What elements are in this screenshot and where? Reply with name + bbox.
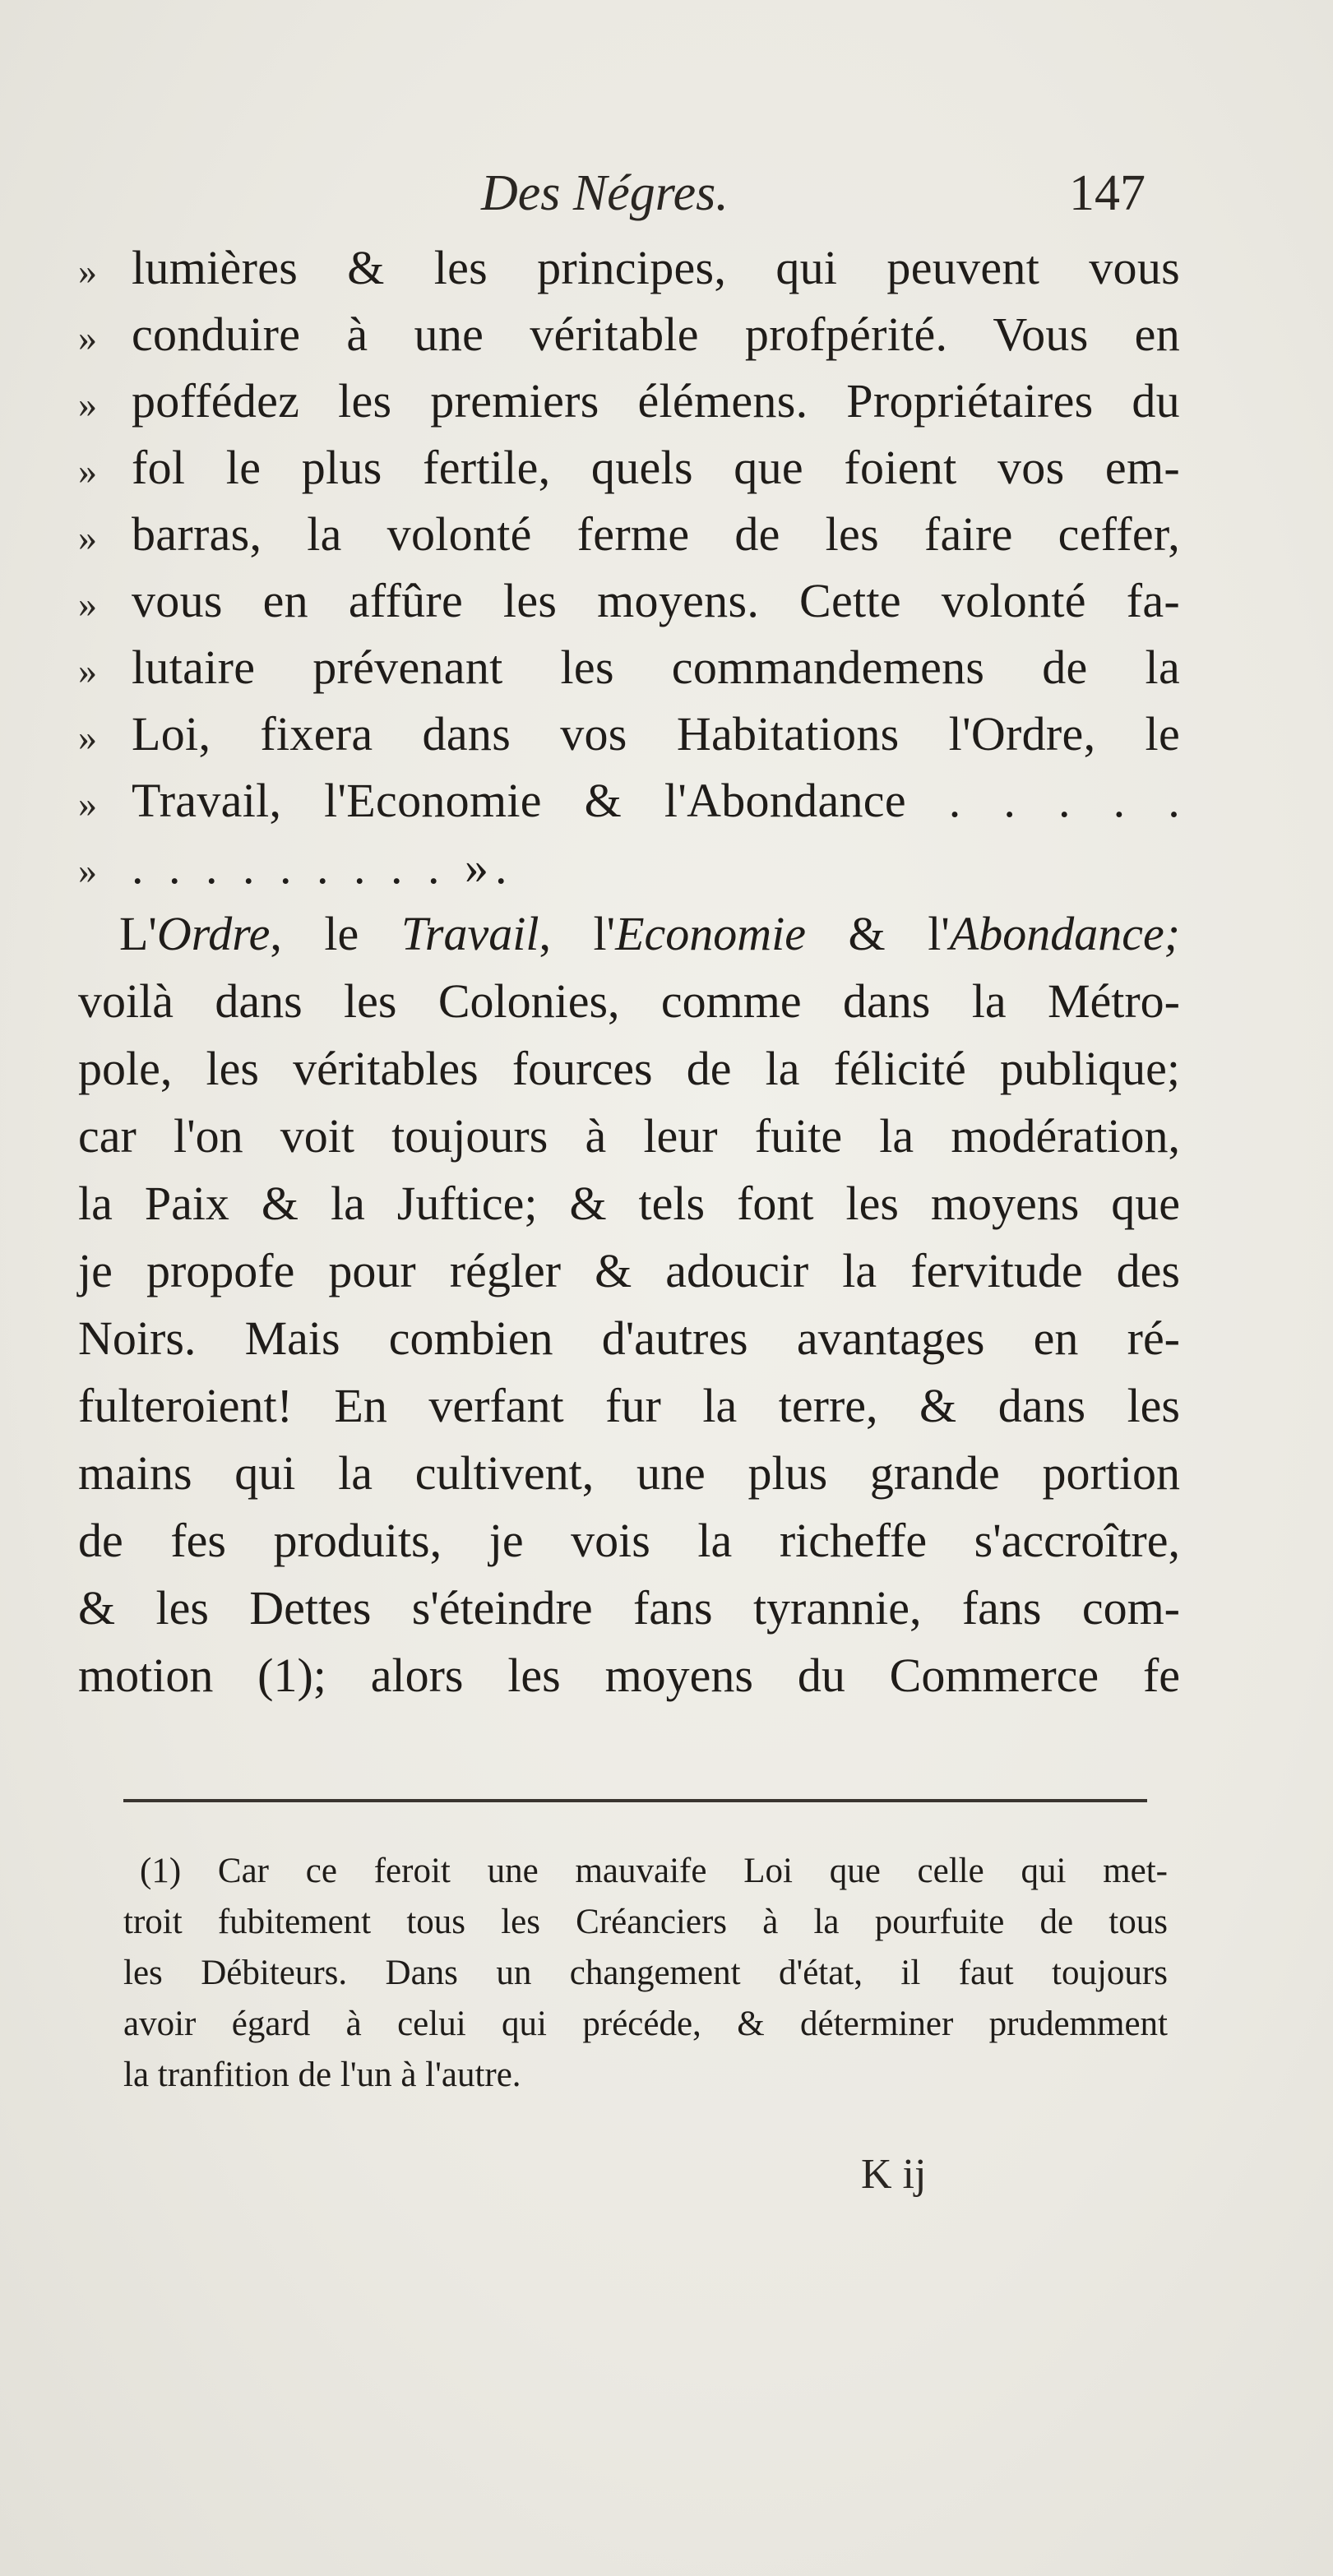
quote-mark: » [78, 849, 97, 891]
page-number: 147 [1069, 165, 1146, 221]
quote-line [78, 567, 1180, 634]
italic-term-economie: Economie [615, 907, 806, 960]
quote-mark: » [78, 450, 97, 492]
quote-mark: » [78, 583, 97, 625]
text-run: , le [270, 907, 401, 960]
quote-text: poffédez les premiers élémens. Propriétaires du [132, 374, 1180, 428]
paragraph-line [78, 900, 1180, 968]
footnote-line: la tranfition de l'un à l'autre. [123, 2056, 521, 2094]
paragraph-line: la Paix & la Juftice; & tels font les moyens que [78, 1177, 1180, 1230]
italic-term-travail: Travail [400, 907, 539, 960]
quote-text: Loi, fixera dans vos Habitations l'Ordre, le [132, 707, 1180, 761]
paragraph-line: Noirs. Mais combien d'autres avantages en ré- [78, 1311, 1180, 1365]
quote-line [78, 767, 1180, 834]
footnote [123, 1846, 1168, 2101]
quote-line [78, 234, 1180, 301]
quote-line [78, 301, 1180, 368]
quoted-passage [78, 234, 1180, 900]
text-run: L' [119, 907, 157, 960]
text-run: & l' [805, 907, 950, 960]
paragraph-line: je propofe pour régler & adoucir la fervitude des [78, 1244, 1180, 1297]
footnote-line: troit fubitement tous les Créanciers à la pourfuite de tous [123, 1903, 1168, 1941]
quote-text: Travail, l'Economie & l'Abondance . . . . . [132, 774, 1180, 827]
footnote-line: (1) Car ce feroit une mauvaife Loi que celle qui met- [140, 1852, 1168, 1890]
paragraph-line: pole, les véritables fources de la félicité publique; [78, 1042, 1180, 1095]
quote-text: lutaire prévenant les commandemens de la [132, 641, 1180, 694]
paragraph-line: car l'on voit toujours à leur fuite la modération, [78, 1109, 1180, 1163]
signature-mark: K ij [861, 2151, 927, 2198]
quote-line [78, 368, 1180, 434]
italic-term-abondance: Abondance; [949, 907, 1180, 960]
footnote-line: avoir égard à celui qui précéde, & déterminer prudemment [123, 2005, 1168, 2043]
paragraph-line: mains qui la cultivent, une plus grande portion [78, 1446, 1180, 1500]
quote-mark: » [78, 650, 97, 691]
quote-line [78, 634, 1180, 701]
quote-text: lumières & les principes, qui peuvent vous [132, 241, 1180, 294]
quote-mark: » [78, 516, 97, 558]
paragraph-line: voilà dans les Colonies, comme dans la Métro- [78, 974, 1180, 1028]
paragraph-line: de fes produits, je vois la richeffe s'accroître, [78, 1514, 1180, 1567]
paragraph-line: & les Dettes s'éteindre fans tyrannie, fans com- [78, 1581, 1180, 1635]
quote-line [78, 434, 1180, 501]
text-run: , l' [539, 907, 616, 960]
paragraph-line: motion (1); alors les moyens du Commerce fe [78, 1649, 1180, 1702]
quote-mark: » [78, 783, 97, 825]
quote-mark: » [78, 716, 97, 758]
quote-line [78, 834, 1180, 900]
footnote-divider [123, 1799, 1147, 1802]
running-title: Des Négres. [481, 165, 729, 221]
body-paragraph [78, 900, 1180, 1709]
quote-text: . . . . . . . . . ». [132, 840, 514, 894]
quote-text: vous en affûre les moyens. Cette volonté fa- [132, 574, 1180, 627]
paragraph-line: fulteroient! En verfant fur la terre, & dans les [78, 1379, 1180, 1432]
quote-mark: » [78, 317, 97, 358]
quote-mark: » [78, 250, 97, 292]
quote-mark: » [78, 383, 97, 425]
footnote-line: les Débiteurs. Dans un changement d'état, il faut toujours [123, 1954, 1168, 1992]
quote-line [78, 701, 1180, 767]
quote-text: fol le plus fertile, quels que foient vos em- [132, 441, 1180, 494]
quote-text: conduire à une véritable profpérité. Vous en [132, 308, 1180, 361]
quote-line [78, 501, 1180, 567]
page-header [0, 164, 1333, 230]
quote-text: barras, la volonté ferme de les faire ceffer, [132, 507, 1180, 561]
italic-term-ordre: Ordre [156, 907, 271, 960]
